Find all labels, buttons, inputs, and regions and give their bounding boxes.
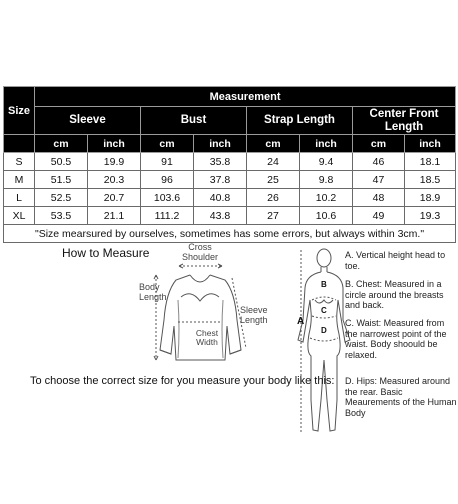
- unit-header: cm: [141, 135, 194, 153]
- value-cell: 96: [141, 171, 194, 189]
- unit-header: inch: [405, 135, 456, 153]
- value-cell: 49: [353, 207, 405, 225]
- strap-length-header: Strap Length: [247, 107, 353, 135]
- size-note: "Size mearsured by ourselves, sometimes has some errors, but always within 3cm.": [4, 225, 456, 243]
- unit-header: inch: [300, 135, 353, 153]
- unit-header: cm: [35, 135, 88, 153]
- legend-hips: D. Hips: Measured around the rear. Basic Meaurements of the Human Body: [345, 376, 457, 418]
- value-cell: 27: [247, 207, 300, 225]
- marker-a: A: [297, 316, 305, 327]
- value-cell: 53.5: [35, 207, 88, 225]
- value-cell: 10.2: [300, 189, 353, 207]
- value-cell: 24: [247, 153, 300, 171]
- value-cell: 20.3: [88, 171, 141, 189]
- size-cell: XL: [4, 207, 35, 225]
- chest-width-label: Chest Width: [195, 328, 219, 347]
- value-cell: 50.5: [35, 153, 88, 171]
- size-cell: S: [4, 153, 35, 171]
- bust-header: Bust: [141, 107, 247, 135]
- sleeve-length-label: Sleeve Length: [240, 305, 268, 325]
- body-silhouette: [298, 249, 350, 432]
- cross-shoulder-label: Cross Shoulder: [181, 242, 219, 262]
- value-cell: 46: [353, 153, 405, 171]
- measurement-group-header: Measurement: [35, 87, 456, 107]
- legend-height: A. Vertical height head to toe.: [345, 250, 446, 271]
- value-cell: 20.7: [88, 189, 141, 207]
- value-cell: 48: [353, 189, 405, 207]
- legend-chest: B. Chest: Measured in a circle around the breasts and back.: [345, 279, 444, 310]
- value-cell: 25: [247, 171, 300, 189]
- value-cell: 19.3: [405, 207, 456, 225]
- marker-d: D: [321, 326, 327, 335]
- value-cell: 40.8: [194, 189, 247, 207]
- legend-waist: C. Waist: Measured from the narrowest point of the waist. Body shoould be relaxed.: [345, 318, 447, 360]
- value-cell: 35.8: [194, 153, 247, 171]
- value-cell: 51.5: [35, 171, 88, 189]
- value-cell: 52.5: [35, 189, 88, 207]
- value-cell: 9.8: [300, 171, 353, 189]
- value-cell: 91: [141, 153, 194, 171]
- value-cell: 43.8: [194, 207, 247, 225]
- choose-size-instruction: To choose the correct size for you measure your body like this:: [30, 375, 335, 387]
- size-cell: M: [4, 171, 35, 189]
- unit-header: cm: [353, 135, 405, 153]
- center-front-length-header: Center Front Length: [353, 107, 456, 135]
- value-cell: 37.8: [194, 171, 247, 189]
- value-cell: 47: [353, 171, 405, 189]
- value-cell: 19.9: [88, 153, 141, 171]
- how-to-measure-title: How to Measure: [62, 246, 150, 260]
- value-cell: 18.9: [405, 189, 456, 207]
- sleeve-header: Sleeve: [35, 107, 141, 135]
- marker-b: B: [321, 280, 327, 289]
- body-length-label: Body Length: [139, 282, 167, 302]
- value-cell: 103.6: [141, 189, 194, 207]
- value-cell: 18.5: [405, 171, 456, 189]
- value-cell: 10.6: [300, 207, 353, 225]
- value-cell: 21.1: [88, 207, 141, 225]
- value-cell: 26: [247, 189, 300, 207]
- marker-c: C: [321, 306, 327, 315]
- size-column-header: Size: [4, 87, 35, 135]
- value-cell: 9.4: [300, 153, 353, 171]
- unit-header: inch: [194, 135, 247, 153]
- body-letter-markers: [321, 280, 327, 335]
- unit-header: inch: [88, 135, 141, 153]
- unit-header: cm: [247, 135, 300, 153]
- value-cell: 111.2: [141, 207, 194, 225]
- value-cell: 18.1: [405, 153, 456, 171]
- size-cell: L: [4, 189, 35, 207]
